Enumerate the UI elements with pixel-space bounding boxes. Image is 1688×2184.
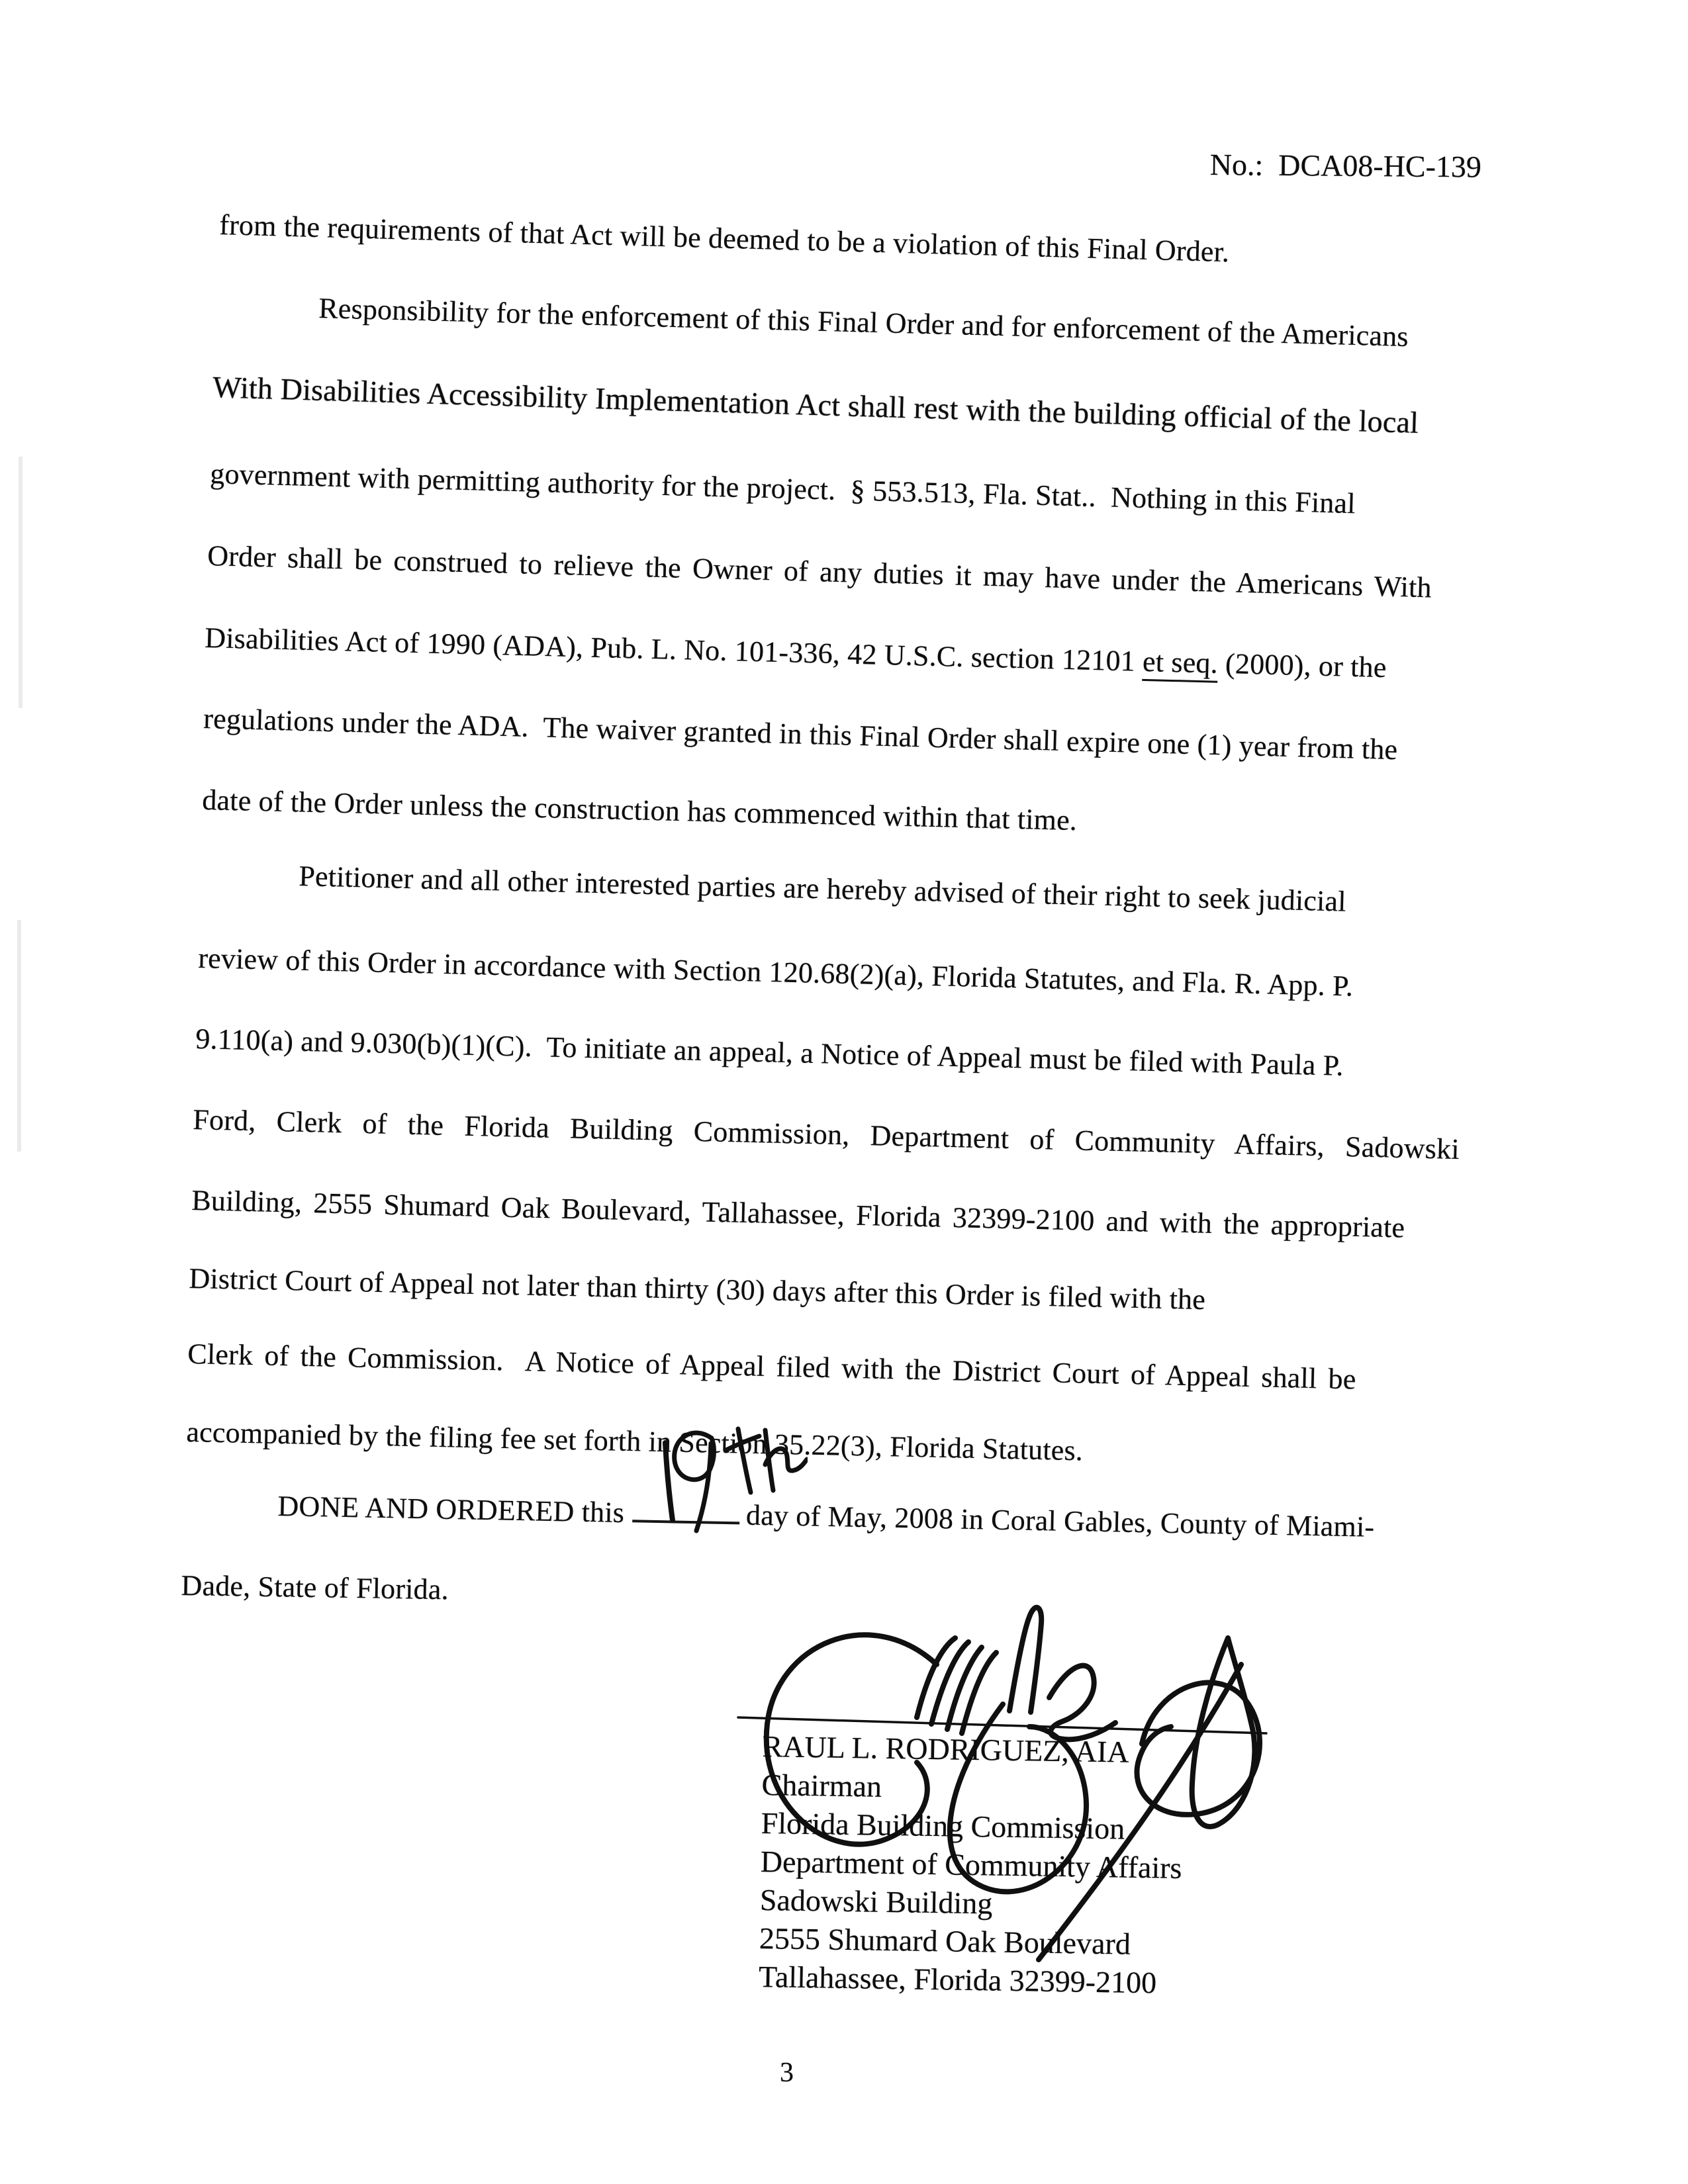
body-line-segment: Disabilities Act of 1990 (ADA), Pub. L. No. 101-336, 42 U.S.C. section 12101 (204, 621, 1143, 678)
body-line: government with permitting authority for the project. § 553.513, Fla. Stat.. Nothing in this Final (209, 457, 1356, 520)
body-line: review of this Order in accordance with Section 120.68(2)(a), Florida Statutes, and Fla. R. App. P. (197, 942, 1354, 1003)
org-line: Department of Community Affairs (760, 1844, 1182, 1885)
body-line: With Disabilities Accessibility Implementation Act shall rest with the building official of the local (212, 370, 1419, 440)
org-line: Florida Building Commission (761, 1805, 1125, 1846)
case-number: No.: DCA08-HC-139 (1209, 147, 1482, 184)
body-line: accompanied by the filing fee set forth in Section 35.22(3), Florida Statutes. (185, 1416, 1084, 1467)
page-number: 3 (780, 2058, 794, 2088)
body-line: Dade, State of Florida. (181, 1569, 449, 1606)
org-line: Sadowski Building (759, 1882, 993, 1921)
done-line-post: day of May, 2008 in Coral Gables, County of Miami- (745, 1498, 1375, 1543)
body-line: Petitioner and all other interested parties are hereby advised of their right to seek judicial (298, 860, 1347, 918)
body-line: Ford, Clerk of the Florida Building Commission, Department of Community Affairs, Sadowski (192, 1103, 1460, 1166)
body-line: District Court of Appeal not later than thirty (30) days after this Order is filed with the (188, 1262, 1206, 1316)
body-line: Clerk of the Commission. A Notice of Appeal filed with the District Court of Appeal shall be (187, 1338, 1357, 1396)
body-line: regulations under the ADA. The waiver granted in this Final Order shall expire one (1) year from the (203, 702, 1398, 766)
done-line-pre: DONE AND ORDERED this (277, 1490, 625, 1529)
scan-artifact (17, 920, 21, 1152)
done-and-ordered-line (277, 1490, 1375, 1543)
body-line: from the requirements of that Act will be deemed to be a violation of this Final Order. (218, 208, 1230, 269)
body-line-segment: (2000), or the (1217, 647, 1387, 684)
et-seq-underlined: et seq. (1142, 645, 1218, 683)
body-line: Building, 2555 Shumard Oak Boulevard, Tallahassee, Florida 32399-2100 and with the appropriate (191, 1184, 1405, 1244)
org-line: 2555 Shumard Oak Boulevard (759, 1921, 1131, 1961)
body-line (205, 622, 1387, 684)
body-line: Responsibility for the enforcement of this Final Order and for enforcement of the Americans (318, 292, 1409, 353)
body-line: date of the Order unless the construction has commenced within that time. (201, 784, 1078, 837)
org-line: Tallahassee, Florida 32399-2100 (758, 1959, 1157, 2000)
signatory-name: RAUL L. RODRIGUEZ, AIA (762, 1729, 1130, 1769)
scan-artifact (19, 457, 23, 708)
handwritten-day-19th (645, 1406, 808, 1542)
body-line: Order shall be construed to relieve the Owner of any duties it may have under the Americans With (207, 539, 1432, 604)
signatory-title: Chairman (761, 1767, 882, 1803)
body-line: 9.110(a) and 9.030(b)(1)(C). To initiate an appeal, a Notice of Appeal must be filed with Paula P. (195, 1023, 1344, 1082)
signature-block (759, 1729, 1184, 2004)
